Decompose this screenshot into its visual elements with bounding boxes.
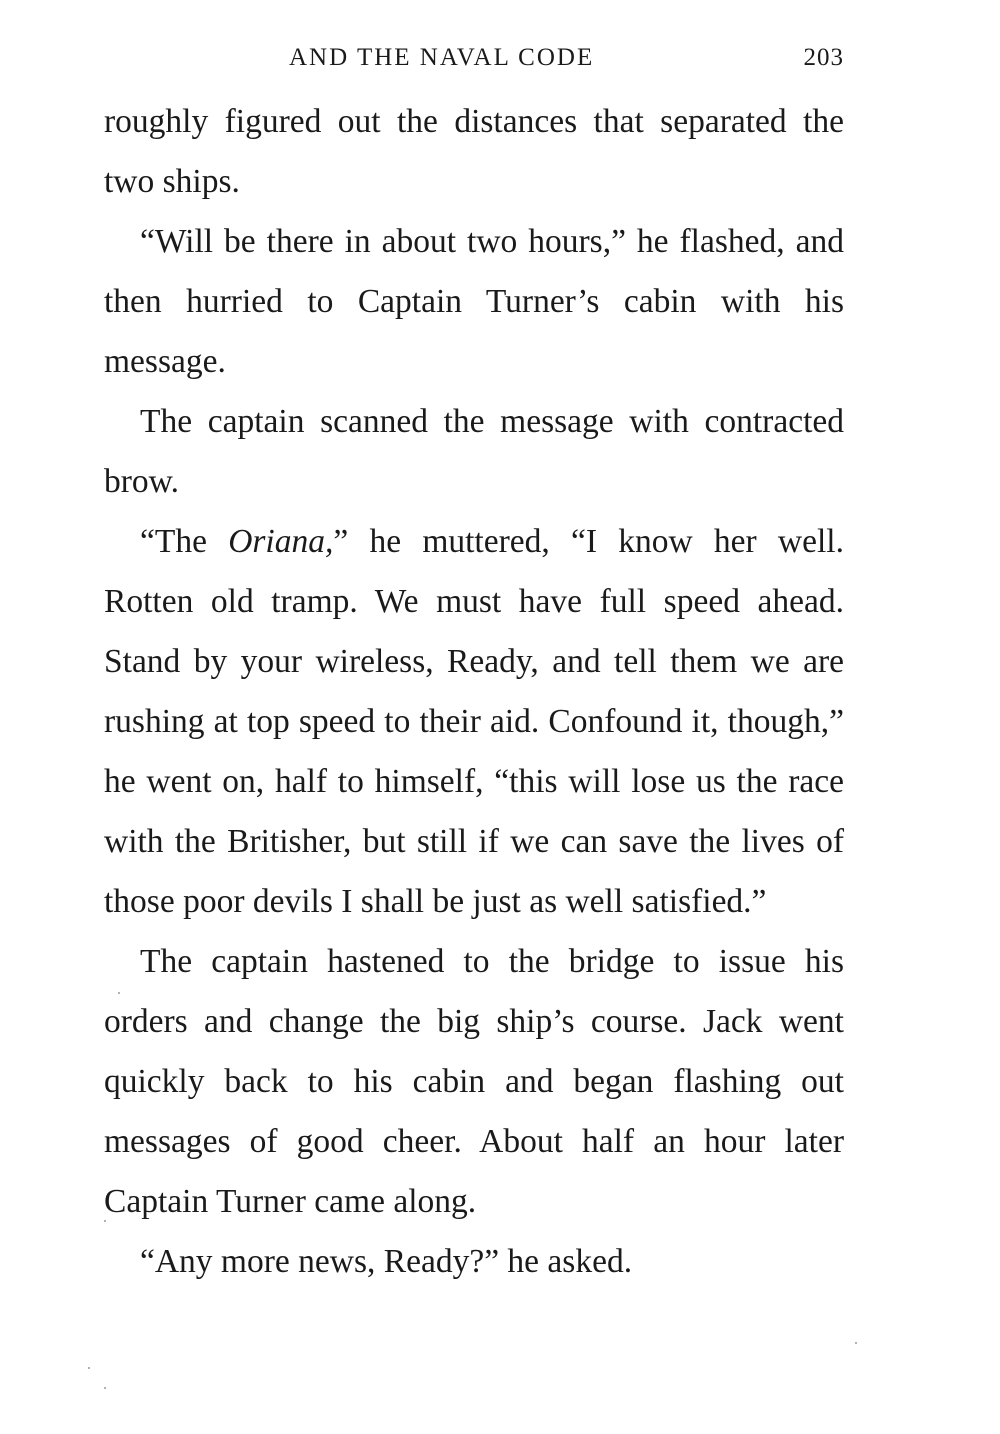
scan-speck — [118, 992, 120, 994]
body-text — [104, 92, 844, 1292]
running-title: AND THE NAVAL CODE — [289, 44, 595, 71]
scan-speck — [104, 1220, 106, 1222]
running-head — [104, 44, 844, 78]
paragraph-1: roughly figured out the distances that separated the two ships. — [104, 103, 844, 200]
paragraph-6: “Any more news, Ready?” he asked. — [140, 1243, 633, 1280]
scan-speck — [104, 1387, 106, 1389]
page-number: 203 — [803, 44, 844, 71]
scan-speck — [88, 1367, 90, 1369]
paragraph-3: The captain scanned the message with contracted brow. — [104, 403, 844, 500]
paragraph-2: “Will be there in about two hours,” he flashed, and then hurried to Captain Turner’s cabin with his message. — [104, 223, 844, 380]
scan-speck — [855, 1342, 857, 1344]
paragraph-4: “The Oriana,” he muttered, “I know her well. Rotten old tramp. We must have full speed ahead. Stand by your wireless, Ready, and tell them we are rushing at top speed to their aid. Confound it, though,” he went on, half to himself, “this will lose us the race with the Britisher, but still if we can save the lives of those poor devils I shall be just as well satisfied.” — [104, 523, 844, 920]
paragraph-5: The captain hastened to the bridge to issue his orders and change the big ship’s course. Jack went quickly back to his cabin and began flashing out messages of good cheer. About half an hour later Captain Turner came along. — [104, 943, 844, 1220]
ship-name: Oriana, — [228, 523, 334, 560]
